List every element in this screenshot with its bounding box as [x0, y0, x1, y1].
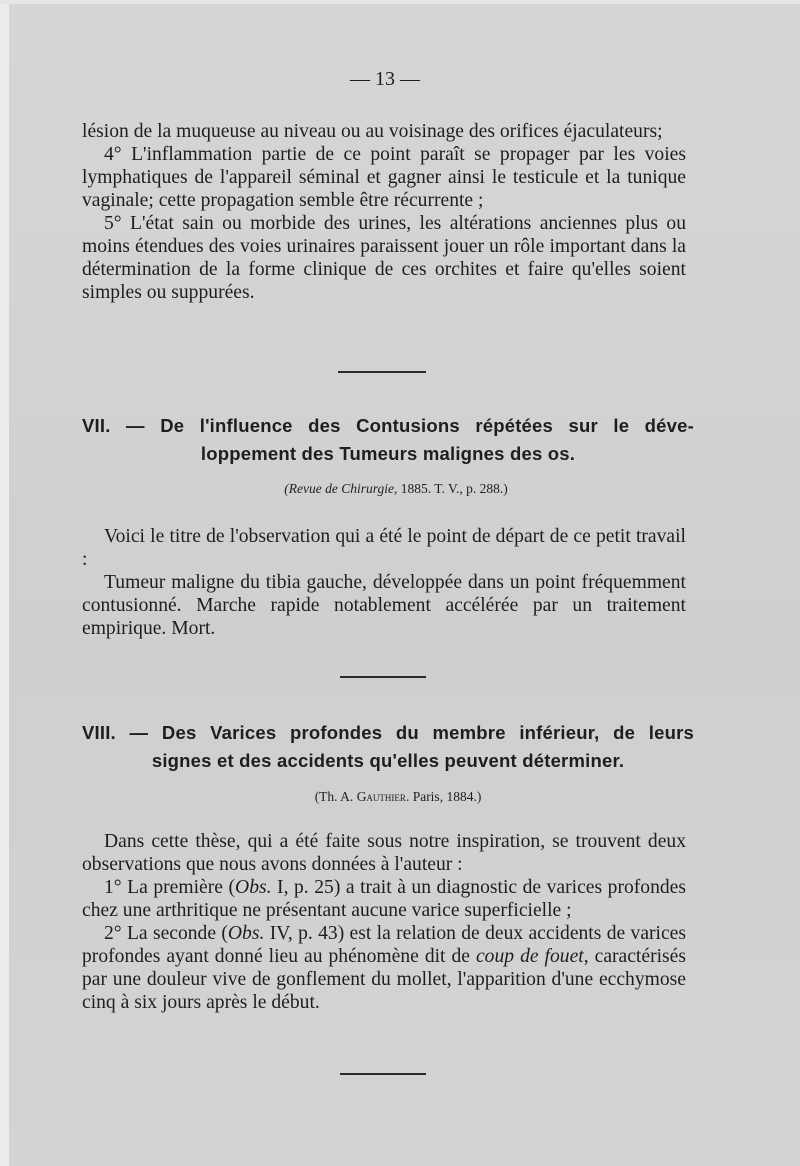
section-vii-body: [82, 525, 686, 640]
section-viii-title: [82, 719, 694, 775]
citation-source: (Revue de Chirurgie,: [284, 481, 398, 496]
title-line: loppement des Tumeurs malignes des os.: [200, 443, 576, 464]
text-run: , caractérisés par une douleur vive de gonflement du mollet, l'apparition d'une ecchymose cinq à six jours après le début.: [82, 946, 686, 1013]
text-run: Obs.: [227, 923, 265, 944]
section-vii-title: [82, 412, 694, 468]
paragraph: Dans cette thèse, qui a été faite sous notre inspiration, se trouvent deux observations que nous avons données à l'auteur :: [82, 831, 686, 875]
text-run: 2° La seconde (: [104, 923, 228, 944]
text-run: Obs.: [235, 877, 272, 898]
section-viii-body: [82, 830, 686, 1014]
top-section: [82, 120, 686, 304]
paragraph: Voici le titre de l'observation qui a été le point de départ de ce petit travail :: [82, 526, 686, 570]
paragraph: lésion de la muqueuse au niveau ou au voisinage des orifices éjaculateurs;: [82, 121, 663, 142]
text-run: I, p. 25) a trait à un diagnostic de varices profondes chez une arthritique ne présentant aucune varice superficielle ;: [82, 877, 687, 921]
text-run: IV, p. 43) est la relation de deux accidents de varices profondes ayant donné lieu au phénomène dit de: [82, 923, 686, 967]
citation-details: 1885. T. V., p. 288.): [397, 481, 508, 496]
title-line: VII. — De l'influence des Contusions répétées sur le déve-: [82, 415, 694, 436]
title-line: VIII. — Des Varices profondes du membre inférieur, de leurs: [82, 722, 694, 743]
page-edge: [0, 0, 9, 1166]
citation-author: Gauthier: [356, 789, 406, 804]
page-edge-top: [0, 0, 800, 4]
text-run: coup de fouet: [475, 946, 584, 967]
list-item: [82, 922, 686, 1014]
section-divider: [340, 676, 426, 678]
title-line: signes et des accidents qu'elles peuvent déterminer.: [151, 750, 625, 771]
list-item: [82, 876, 686, 922]
section-viii-citation: [58, 789, 738, 805]
page-number: — 13 —: [350, 68, 420, 90]
section-divider: [340, 1073, 426, 1075]
paragraph: 5° L'état sain ou morbide des urines, les altérations anciennes plus ou moins étendues des voies urinaires paraissent jouer un rôle important dans la détermination de la forme clinique de ces orchites et faire qu'elles soient simples ou suppurées.: [82, 213, 686, 303]
paragraph: Tumeur maligne du tibia gauche, développée dans un point fréquemment contusionné. Marche rapide notablement accélérée par un traitement empirique. Mort.: [82, 572, 686, 639]
section-divider: [338, 371, 426, 373]
section-vii-citation: [56, 481, 736, 497]
citation-details: . Paris, 1884.): [405, 789, 482, 804]
paragraph: 4° L'inflammation partie de ce point paraît se propager par les voies lymphatiques de l'appareil séminal et gagner ainsi le testicule et la tunique vaginale; cette propagation semble être récurrente ;: [82, 144, 686, 211]
text-run: 1° La première (: [104, 877, 236, 898]
citation-prefix: (Th. A.: [314, 789, 357, 804]
